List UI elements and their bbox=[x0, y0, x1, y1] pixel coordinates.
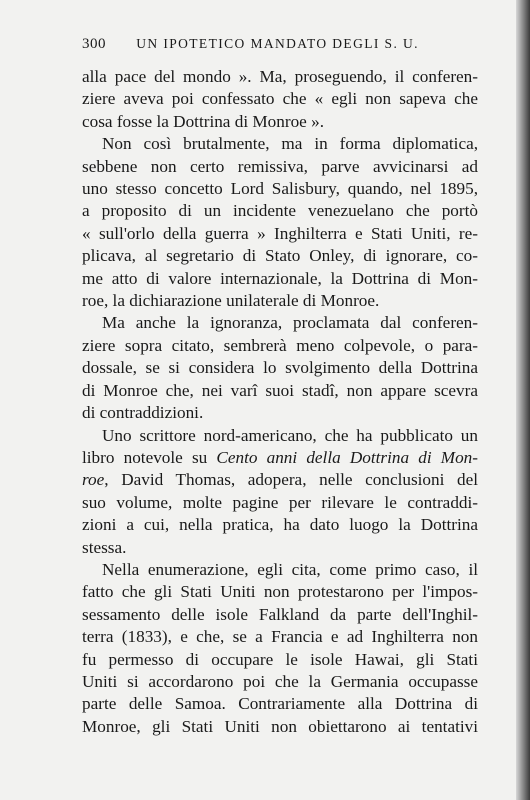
page-edge bbox=[516, 0, 530, 800]
text-line: ziere aveva poi confessato che « egli non sapeva che bbox=[82, 89, 478, 109]
paragraph bbox=[82, 312, 478, 424]
paragraph bbox=[82, 133, 478, 312]
text-line: terra (1833), e che, se a Francia e ad Inghilterra non bbox=[82, 627, 478, 647]
paragraph bbox=[82, 559, 478, 738]
text-line: a proposito di un incidente venezuelano che portò bbox=[82, 201, 478, 221]
text-line: suo volume, molte pagine per rilevare le contraddi- bbox=[82, 492, 478, 512]
text-line: di contraddizioni. bbox=[82, 403, 204, 423]
text-line: stessa. bbox=[82, 537, 127, 557]
text-line: Ma anche la ignoranza, proclamata dal conferen- bbox=[102, 313, 478, 333]
running-head: UN IPOTETICO MANDATO DEGLI S. U. bbox=[136, 36, 419, 51]
text-line: « sull'orlo della guerra » Inghilterra e Stati Uniti, re- bbox=[82, 223, 478, 243]
text-line: Uniti si accordarono poi che la Germania occupasse bbox=[82, 671, 478, 691]
text-line: parte delle Samoa. Contrariamente alla Dottrina di bbox=[82, 694, 478, 714]
text-line: cosa fosse la Dottrina di Monroe ». bbox=[82, 111, 325, 131]
page-body bbox=[82, 66, 478, 738]
text-line: plicava, al segretario di Stato Onley, di ignorare, co- bbox=[82, 246, 478, 266]
text-line: zioni a cui, nella pratica, ha dato luogo la Dottrina bbox=[82, 515, 478, 535]
page-header bbox=[82, 36, 474, 53]
paragraph bbox=[82, 425, 478, 559]
text-line: sebbene non certo remissiva, parve avvicinarsi ad bbox=[82, 156, 478, 176]
text-line: dossale, se si considera lo svolgimento della Dottrina bbox=[82, 358, 478, 378]
text-line: fatto che gli Stati Uniti non protestarono per l'impos- bbox=[82, 582, 478, 602]
paragraph bbox=[82, 66, 478, 133]
text-line: di Monroe che, nei varî suoi stadî, non appare scevra bbox=[82, 380, 478, 400]
text-line: Uno scrittore nord-americano, che ha pubblicato un bbox=[102, 425, 478, 445]
text-line: Non così brutalmente, ma in forma diplomatica, bbox=[102, 134, 478, 154]
text-line: me atto di valore internazionale, la Dottrina di Mon- bbox=[82, 268, 478, 288]
text-line: libro notevole su Cento anni della Dottrina di Mon- bbox=[82, 447, 478, 467]
text-line: roe, la dichiarazione unilaterale di Monroe. bbox=[82, 291, 380, 311]
text-line: alla pace del mondo ». Ma, proseguendo, il conferen- bbox=[82, 67, 478, 86]
page-number: 300 bbox=[82, 36, 106, 52]
text-line: fu permesso di occupare le isole Hawai, gli Stati bbox=[82, 649, 478, 669]
text-line: ziere sopra citato, sembrerà meno colpevole, o para- bbox=[82, 335, 478, 355]
text-line: Monroe, gli Stati Uniti non obiettarono ai tentativi bbox=[82, 716, 478, 736]
text-line: sessamento delle isole Falkland da parte dell'Inghil- bbox=[82, 604, 478, 624]
text-line: roe, David Thomas, adopera, nelle conclusioni del bbox=[82, 470, 478, 490]
text-line: uno stesso concetto Lord Salisbury, quando, nel 1895, bbox=[82, 179, 478, 199]
text-line: Nella enumerazione, egli cita, come primo caso, il bbox=[102, 559, 478, 579]
